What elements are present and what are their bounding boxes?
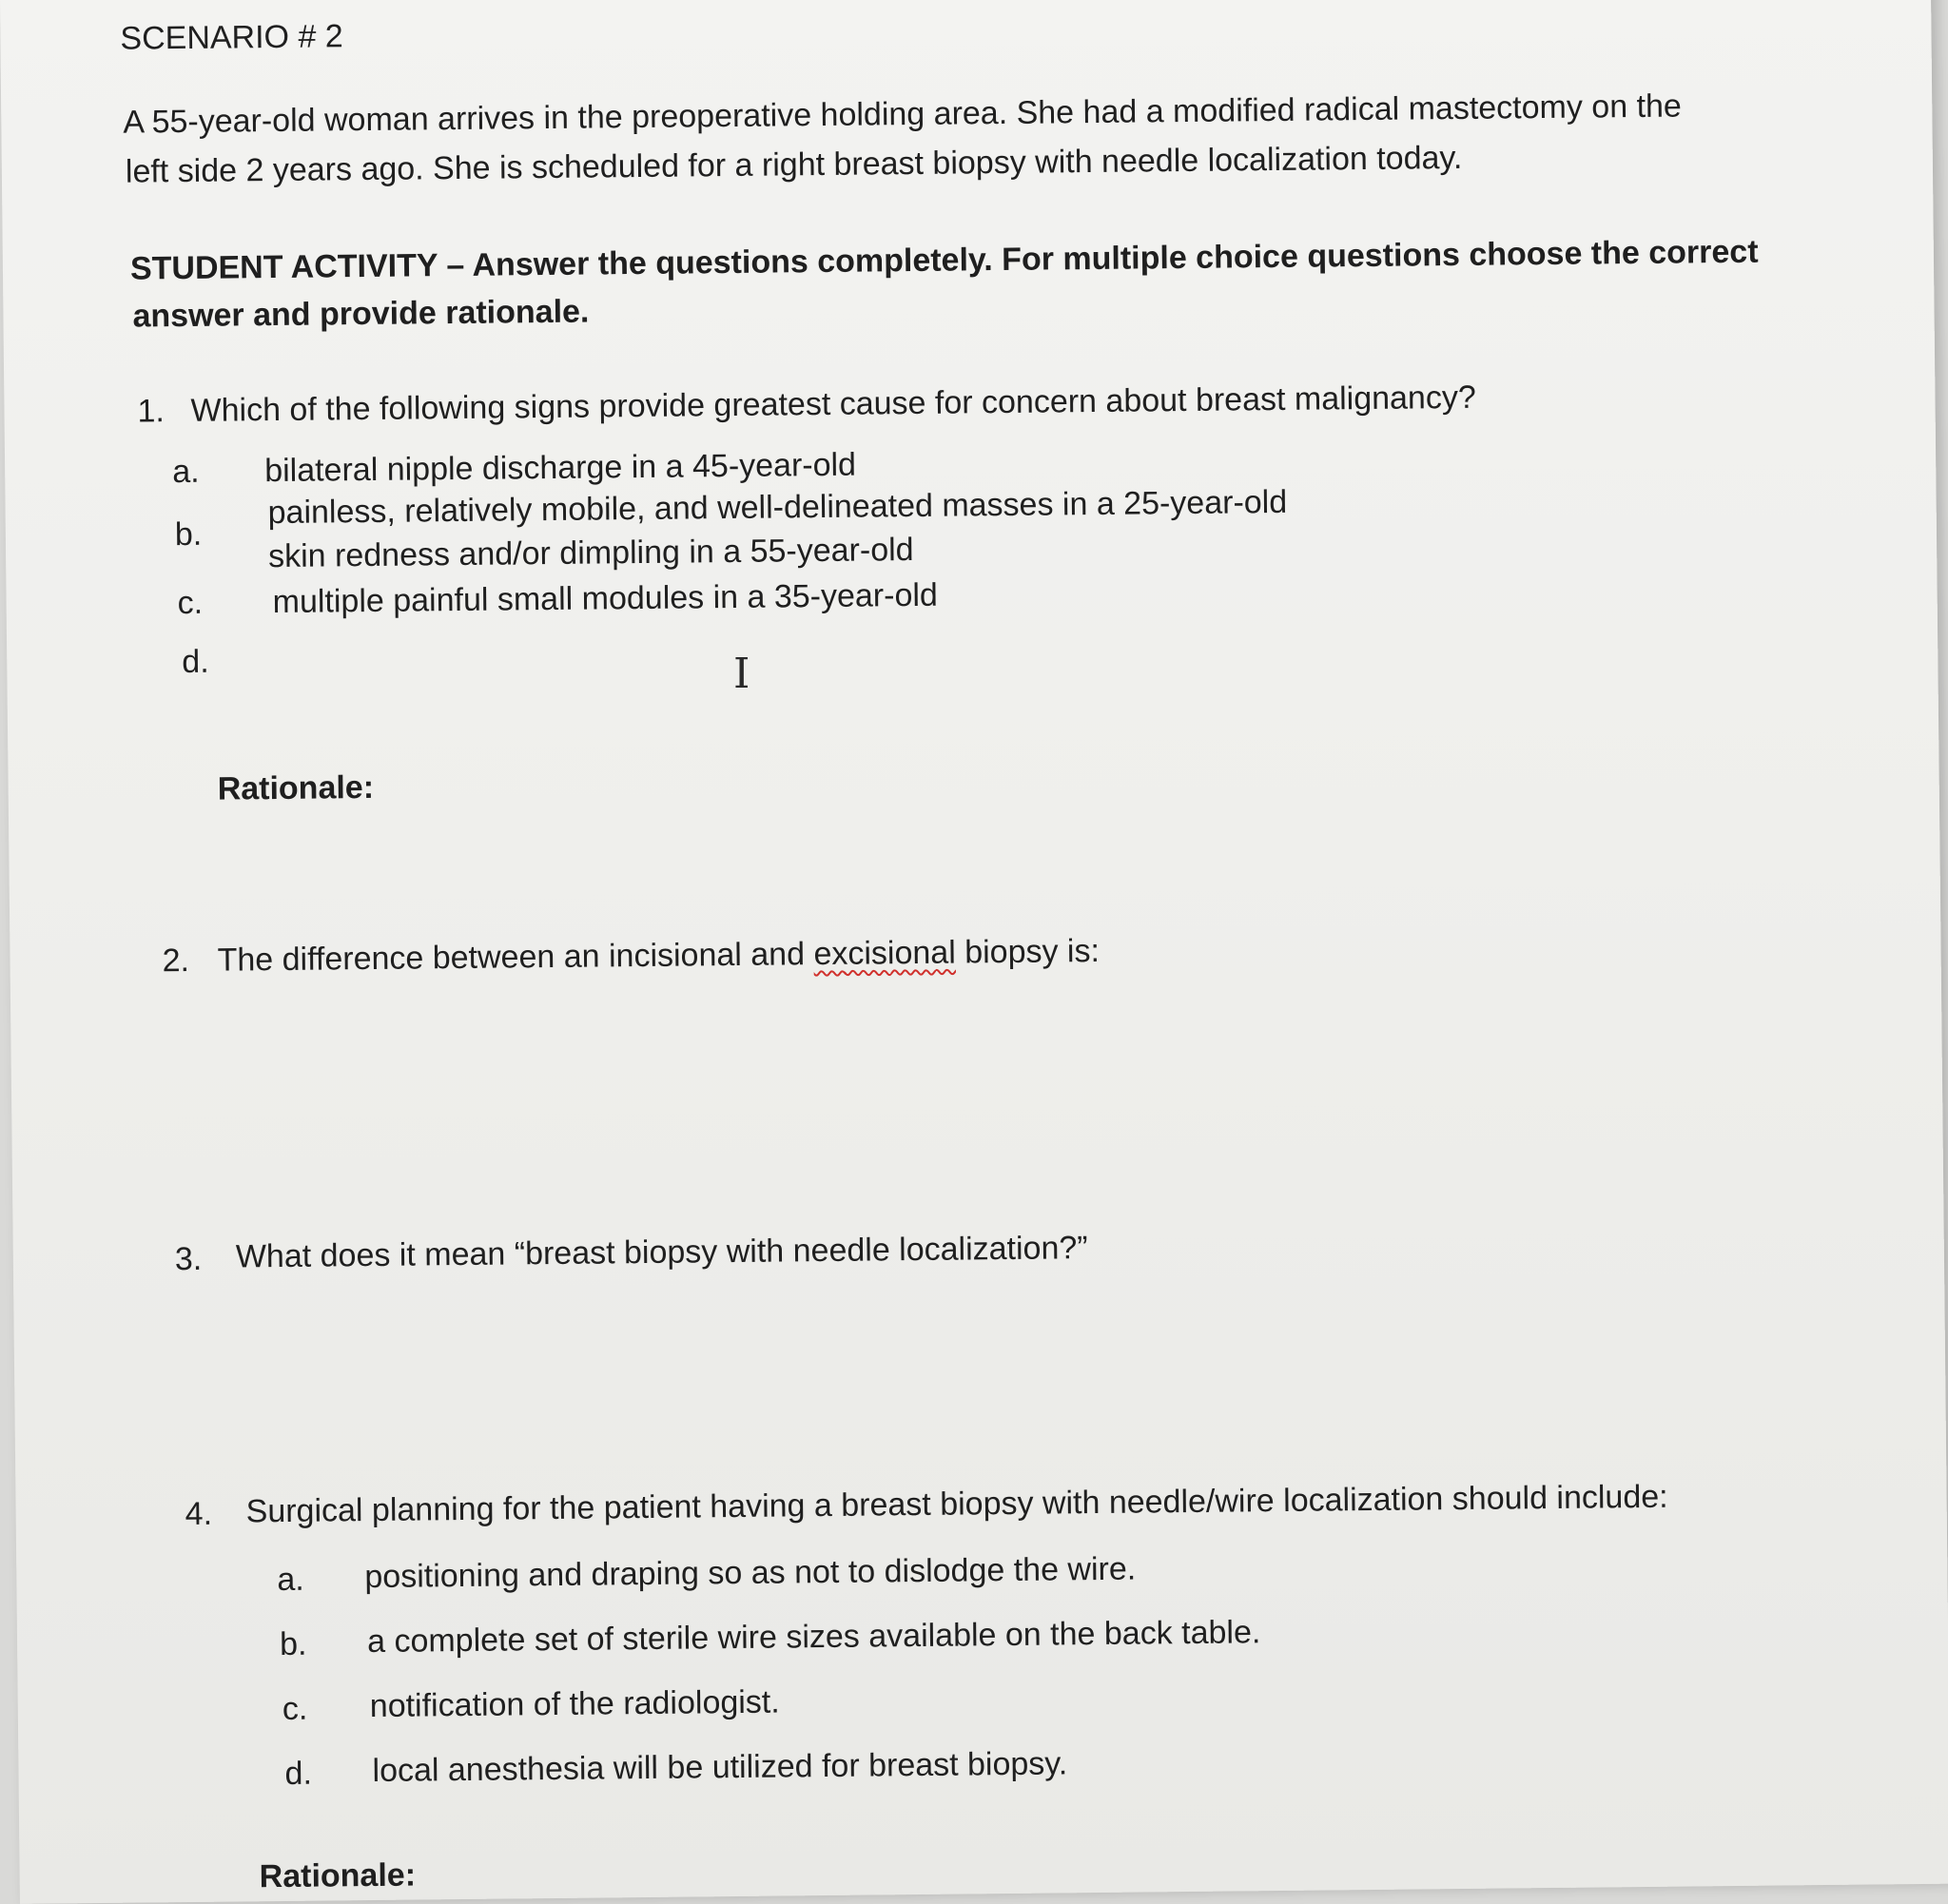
q1-option-d-letter: d. [182,643,209,681]
q4-number: 4. [185,1495,213,1533]
q4-option-b-letter: b. [279,1625,307,1663]
q4-option-c-text: notification of the radiologist. [369,1683,780,1725]
q2-question: The difference between an incisional and excisional biopsy is: [217,932,1101,979]
q4-option-a-text: positioning and draping so as not to dislodge the wire. [364,1550,1137,1596]
scenario-title: SCENARIO # 2 [120,18,343,57]
q1-option-d-text: multiple painful small modules in a 35-year-old [272,576,939,621]
q4-option-c-letter: c. [282,1690,308,1727]
q1-option-b-letter: b. [174,515,203,554]
q3-question: What does it mean “breast biopsy with needle localization?” [235,1230,1088,1275]
q3-number: 3. [174,1240,203,1278]
intro-line-1: A 55-year-old woman arrives in the preoperative holding area. She had a modified radical mastectomy on the [123,87,1683,141]
misspelled-word: excisional [813,934,956,973]
text-cursor-icon: I [733,650,750,698]
q1-question: Which of the following signs provide greatest cause for concern about breast malignancy? [190,379,1476,429]
q2-number: 2. [162,942,190,980]
q1-option-a-text: bilateral nipple discharge in a 45-year-old [264,446,857,490]
instructions-line-2: answer and provide rationale. [132,293,590,335]
q4-option-a-letter: a. [277,1561,304,1599]
q4-option-d-text: local anesthesia will be utilized for breast biopsy. [372,1745,1068,1790]
q4-rationale-label: Rationale: [259,1856,417,1895]
q4-option-b-text: a complete set of sterile wire sizes available on the back table. [366,1614,1261,1661]
q4-question: Surgical planning for the patient having a breast biopsy with needle/wire localization should include: [245,1478,1668,1530]
q1-option-c-letter: c. [177,584,204,622]
q4-option-d-letter: d. [284,1755,313,1792]
q1-option-a-letter: a. [172,453,200,491]
q1-option-c-text: skin redness and/or dimpling in a 55-year-old [267,531,914,575]
intro-line-2: left side 2 years ago. She is scheduled for a right breast biopsy with needle localization today. [125,139,1463,190]
q1-number: 1. [137,393,166,430]
q1-option-b-text: painless, relatively mobile, and well-delineated masses in a 25-year-old [267,483,1288,532]
q1-rationale-label: Rationale: [217,768,375,807]
instructions-line-1: STUDENT ACTIVITY – Answer the questions completely. For multiple choice questions choose the correct [129,233,1759,287]
